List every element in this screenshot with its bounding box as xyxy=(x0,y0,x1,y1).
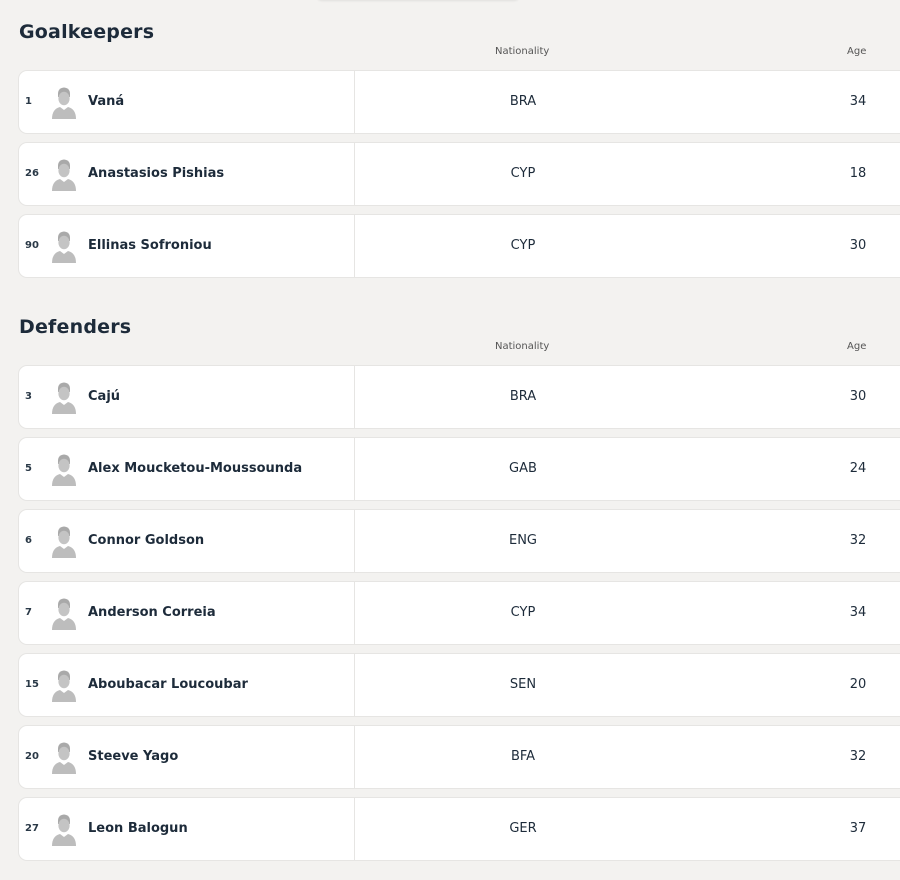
player-name[interactable]: Cajú xyxy=(88,389,121,404)
player-number: 3 xyxy=(25,391,32,402)
player-nationality: BFA xyxy=(510,749,536,764)
player-number: 90 xyxy=(25,240,39,251)
player-name-cell xyxy=(19,143,355,205)
player-silhouette-icon xyxy=(51,380,77,414)
player-name[interactable]: Alex Moucketou-Moussounda xyxy=(88,461,303,476)
section-title: Goalkeepers xyxy=(19,21,155,43)
player-nationality: CYP xyxy=(510,166,536,181)
player-name[interactable]: Anastasios Pishias xyxy=(88,166,225,181)
player-nationality: CYP xyxy=(510,238,536,253)
player-number: 1 xyxy=(25,96,32,107)
player-number: 7 xyxy=(25,607,32,618)
player-name-cell xyxy=(19,510,355,572)
player-row[interactable] xyxy=(18,437,900,501)
player-number: 26 xyxy=(25,168,39,179)
column-header-age: Age xyxy=(847,46,867,57)
player-silhouette-icon xyxy=(51,596,77,630)
player-row[interactable] xyxy=(18,725,900,789)
player-silhouette-icon xyxy=(51,85,77,119)
player-name[interactable]: Leon Balogun xyxy=(88,821,188,836)
player-silhouette-icon xyxy=(51,812,77,846)
player-number: 27 xyxy=(25,823,39,834)
player-age: 18 xyxy=(849,166,867,181)
player-number: 6 xyxy=(25,535,32,546)
player-name-cell xyxy=(19,726,355,788)
player-age: 32 xyxy=(849,749,867,764)
player-nationality: BRA xyxy=(509,94,537,109)
player-name[interactable]: Connor Goldson xyxy=(88,533,205,548)
player-age: 34 xyxy=(849,94,867,109)
player-row[interactable] xyxy=(18,142,900,206)
player-silhouette-icon xyxy=(51,524,77,558)
player-silhouette-icon xyxy=(51,452,77,486)
player-name[interactable]: Ellinas Sofroniou xyxy=(88,238,212,253)
player-age: 30 xyxy=(849,238,867,253)
player-name-cell xyxy=(19,438,355,500)
player-name-cell xyxy=(19,71,355,133)
player-age: 30 xyxy=(849,389,867,404)
player-row[interactable] xyxy=(18,509,900,573)
player-silhouette-icon xyxy=(51,229,77,263)
player-name[interactable]: Vaná xyxy=(88,94,125,109)
player-row[interactable] xyxy=(18,653,900,717)
player-row[interactable] xyxy=(18,365,900,429)
player-row[interactable] xyxy=(18,797,900,861)
column-header-age: Age xyxy=(847,341,867,352)
player-list xyxy=(18,70,900,286)
section-title: Defenders xyxy=(19,316,132,338)
player-age: 32 xyxy=(849,533,867,548)
player-silhouette-icon xyxy=(51,157,77,191)
player-name[interactable]: Anderson Correia xyxy=(88,605,216,620)
player-age: 24 xyxy=(849,461,867,476)
column-header-nationality: Nationality xyxy=(495,46,550,57)
player-nationality: CYP xyxy=(510,605,536,620)
player-nationality: GER xyxy=(509,821,537,836)
player-name[interactable]: Steeve Yago xyxy=(88,749,179,764)
player-number: 5 xyxy=(25,463,32,474)
player-name-cell xyxy=(19,215,355,277)
player-age: 37 xyxy=(849,821,867,836)
player-row[interactable] xyxy=(18,70,900,134)
column-header-nationality: Nationality xyxy=(495,341,550,352)
player-name-cell xyxy=(19,798,355,860)
player-number: 15 xyxy=(25,679,39,690)
player-list xyxy=(18,365,900,869)
player-nationality: GAB xyxy=(509,461,537,476)
player-silhouette-icon xyxy=(51,668,77,702)
player-nationality: BRA xyxy=(509,389,537,404)
player-row[interactable] xyxy=(18,581,900,645)
player-nationality: ENG xyxy=(508,533,537,548)
player-row[interactable] xyxy=(18,214,900,278)
player-name-cell xyxy=(19,654,355,716)
player-name-cell xyxy=(19,582,355,644)
player-name-cell xyxy=(19,366,355,428)
player-age: 20 xyxy=(849,677,867,692)
player-name[interactable]: Aboubacar Loucoubar xyxy=(88,677,248,692)
player-number: 20 xyxy=(25,751,39,762)
player-silhouette-icon xyxy=(51,740,77,774)
player-nationality: SEN xyxy=(509,677,537,692)
player-age: 34 xyxy=(849,605,867,620)
